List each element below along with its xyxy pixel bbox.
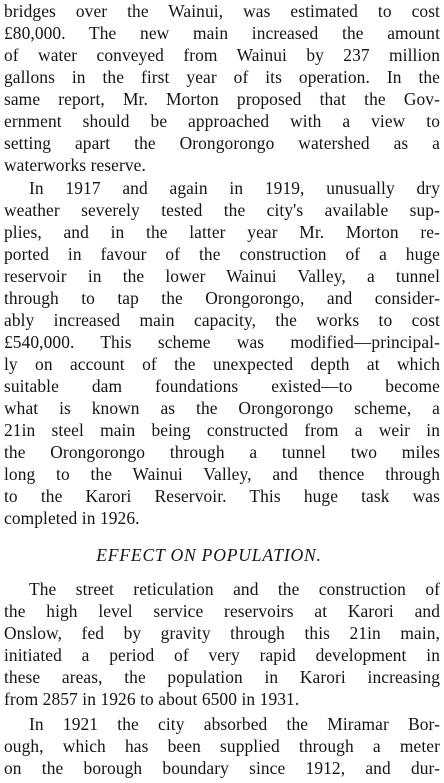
text-line: Onslow, fed by gravity through this 21in main, <box>4 623 440 643</box>
text-line: ernment should be approached with a view to <box>4 111 440 131</box>
text-line: from 2857 in 1926 to about 6500 in 1931. <box>4 689 300 709</box>
text-line: same report, Mr. Morton proposed that the Gov- <box>4 89 440 109</box>
text-line: reservoir in the lower Wainui Valley, a tunnel <box>4 266 440 286</box>
text-line: ly on account of the unexpected depth at which <box>4 354 440 374</box>
text-line: what is known as the Orongorongo scheme, a <box>4 398 440 418</box>
text-line: The street reticulation and the construction of <box>29 579 440 599</box>
text-line: of water conveyed from Wainui by 237 million <box>4 45 440 65</box>
text-line: initiated a period of very rapid development in <box>4 645 440 665</box>
text-line: these areas, the population in Karori increasing <box>4 667 440 687</box>
text-line: waterworks reserve. <box>4 155 146 175</box>
text-line: weather severely tested the city's available sup- <box>4 200 440 220</box>
section-heading-text: EFFECT ON POPULATION. <box>96 545 322 565</box>
text-line: completed in 1926. <box>4 508 140 528</box>
text-line: long to the Wainui Valley, and thence through <box>4 464 440 484</box>
text-line: bridges over the Wainui, was estimated to cost <box>4 1 440 21</box>
text-line: 21in steel main being constructed from a weir in <box>4 420 440 440</box>
text-line: ough, which has been supplied through a meter <box>4 736 440 756</box>
text-line: £80,000. The new main increased the amount <box>4 23 440 43</box>
text-line: setting apart the Orongorongo watershed as a <box>4 133 440 153</box>
text-line: through to tap the Orongorongo, and consider- <box>4 288 440 308</box>
section-heading <box>4 543 440 567</box>
text-line: the high level service reservoirs at Karori and <box>4 601 440 621</box>
text-line: plies, and in the latter year Mr. Morton re- <box>4 222 440 242</box>
text-line: ably increased main capacity, the works to cost <box>4 310 440 330</box>
text-line: £540,000. This scheme was modified—principal- <box>4 332 440 352</box>
text-line: ported in favour of the construction of a huge <box>4 244 440 264</box>
text-line: to the Karori Reservoir. This huge task was <box>4 486 440 506</box>
text-line: gallons in the first year of its operation. In the <box>4 67 440 87</box>
text-line: on the borough boundary since 1912, and dur- <box>4 758 440 778</box>
text-line: suitable dam foundations existed—to become <box>4 376 440 396</box>
text-line: the Orongorongo through a tunnel two miles <box>4 442 440 462</box>
text-line: In 1921 the city absorbed the Miramar Bor- <box>29 714 440 734</box>
newspaper-column <box>4 0 440 783</box>
text-line: In 1917 and again in 1919, unusually dry <box>29 178 440 198</box>
